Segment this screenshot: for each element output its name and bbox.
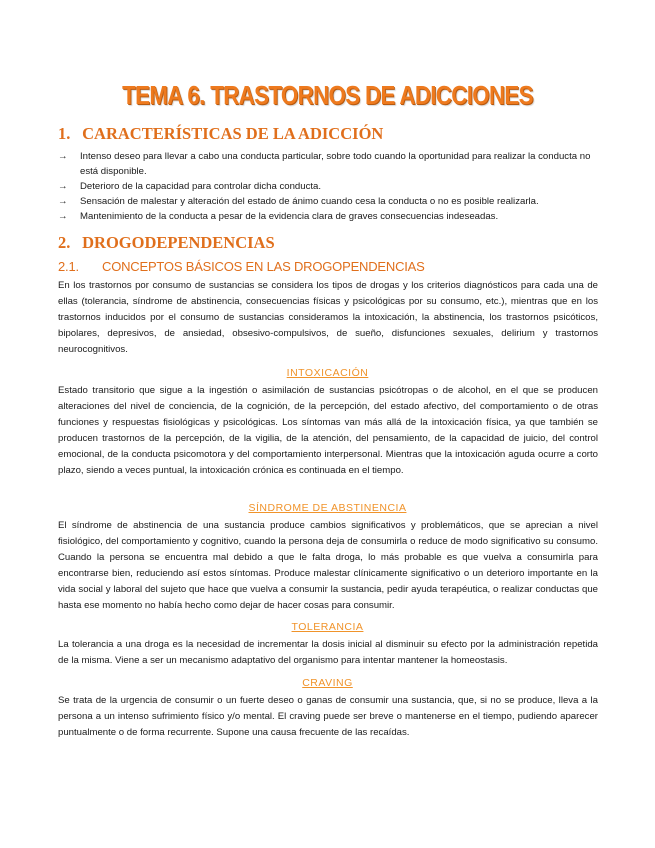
arrow-bullet-icon: → xyxy=(58,151,68,162)
section-2-number: 2. xyxy=(58,233,71,252)
list-item-text: Deterioro de la capacidad para controlar dicha conducta. xyxy=(80,181,322,192)
arrow-bullet-icon: → xyxy=(58,211,68,222)
list-item-text: Sensación de malestar y alteración del estado de ánimo cuando cesa la conducta o no es posible realizarla. xyxy=(80,196,539,207)
subsection-2-1-heading xyxy=(58,259,425,274)
subsection-2-1-number: 2.1. xyxy=(58,259,79,274)
craving-heading: CRAVING xyxy=(302,677,353,689)
craving-paragraph: Se trata de la urgencia de consumir o un fuerte deseo o ganas de consumir una sustancia, que, si no se produce, lleva a la persona a un intenso sufrimiento físico y/o mental. El craving puede ser breve o mantenerse en el tiempo, pudiendo aparecer puntualmente o de forma recurrente. Supone una causa frecuente de las recaídas. xyxy=(58,695,598,738)
list-item-text: Intenso deseo para llevar a cabo una conducta particular, sobre todo cuando la oportunidad para realizar la conducta no está disponible. xyxy=(80,151,591,177)
section-1-heading xyxy=(58,124,383,144)
section-1-title: CARACTERÍSTICAS DE LA ADICCIÓN xyxy=(82,124,384,143)
arrow-bullet-icon: → xyxy=(58,181,68,192)
section-2-heading xyxy=(58,233,275,253)
arrow-bullet-icon: → xyxy=(58,196,68,207)
document-title: TEMA 6. TRASTORNOS DE ADICCIONES xyxy=(122,80,533,110)
intoxication-paragraph: Estado transitorio que sigue a la ingestión o asimilación de sustancias psicótropas o de alcohol, en el que se producen alteraciones del nivel de conciencia, de la cognición, de la percepción, del estado afectivo, del comportamiento o de otras funciones y respuestas fisiológicas y psicológicas. Los síntomas van más allá de la intoxicación física, ya que también se producen trastornos de la percepción, de la vigilia, de la atención, del pensamiento, de la capacidad de juicio, del control emocional, de la conducta psicomotora y del comportamiento interpersonal. Mientras que la intoxicación aguda ocurre a corto plazo, siendo a veces puntual, la intoxicación crónica es continuada en el tiempo. xyxy=(58,385,598,476)
addiction-characteristics-list xyxy=(58,149,598,224)
intro-paragraph: En los trastornos por consumo de sustancias se considera los tipos de drogas y los criterios diagnósticos para cada una de ellas (tolerancia, síndrome de abstinencia, consecuencias físicas y psicológicas por su consumo, etc.), mientras que en los trastornos inducidos por el consumo de sustancias consideramos la intoxicación, la abstinencia, los trastornos psicóticos, bipolares, depresivos, de ansiedad, obsesivo-compulsivos, de sueño, disfunciones sexuales, delirium y trastornos neurocognitivos. xyxy=(58,280,598,355)
list-item xyxy=(58,194,598,209)
list-item xyxy=(58,179,598,194)
tolerance-paragraph: La tolerancia a una droga es la necesidad de incrementar la dosis inicial al disminuir su efecto por la administración repetida de la misma. Viene a ser un mecanismo adaptativo del organismo para intentar mantener la homeostasis. xyxy=(58,639,598,666)
list-item xyxy=(58,149,598,179)
list-item xyxy=(58,209,598,224)
section-1-number: 1. xyxy=(58,124,71,143)
withdrawal-heading: SÍNDROME DE ABSTINENCIA xyxy=(248,502,407,514)
withdrawal-paragraph: El síndrome de abstinencia de una sustancia produce cambios significativos y problemáticos, que se aprecian a nivel fisiológico, del comportamiento y cognitivo, cuando la persona deja de consumirla o reduce de modo significativo su consumo. Cuando la persona se encuentra mal debido a que le falta droga, lo más probable es que vuelva a consumirla para encontrarse bien, reduciendo así estos síntomas. Produce malestar clínicamente significativo o un deterioro importante en la vida social y laboral del sujeto que hace que vuelva a consumir la sustancia, pedir ayuda terapéutica, o realizar conductas que hasta ese momento no había hecho como dejar de hacer cosas para consumir. xyxy=(58,520,598,611)
section-2-title: DROGODEPENDENCIAS xyxy=(82,233,275,252)
list-item-text: Mantenimiento de la conducta a pesar de la evidencia clara de graves consecuencias indeseadas. xyxy=(80,211,499,222)
intoxication-heading: INTOXICACIÓN xyxy=(286,367,369,379)
tolerance-heading: TOLERANCIA xyxy=(291,621,364,633)
subsection-2-1-title: CONCEPTOS BÁSICOS EN LAS DROGOPENDENCIAS xyxy=(102,259,425,274)
